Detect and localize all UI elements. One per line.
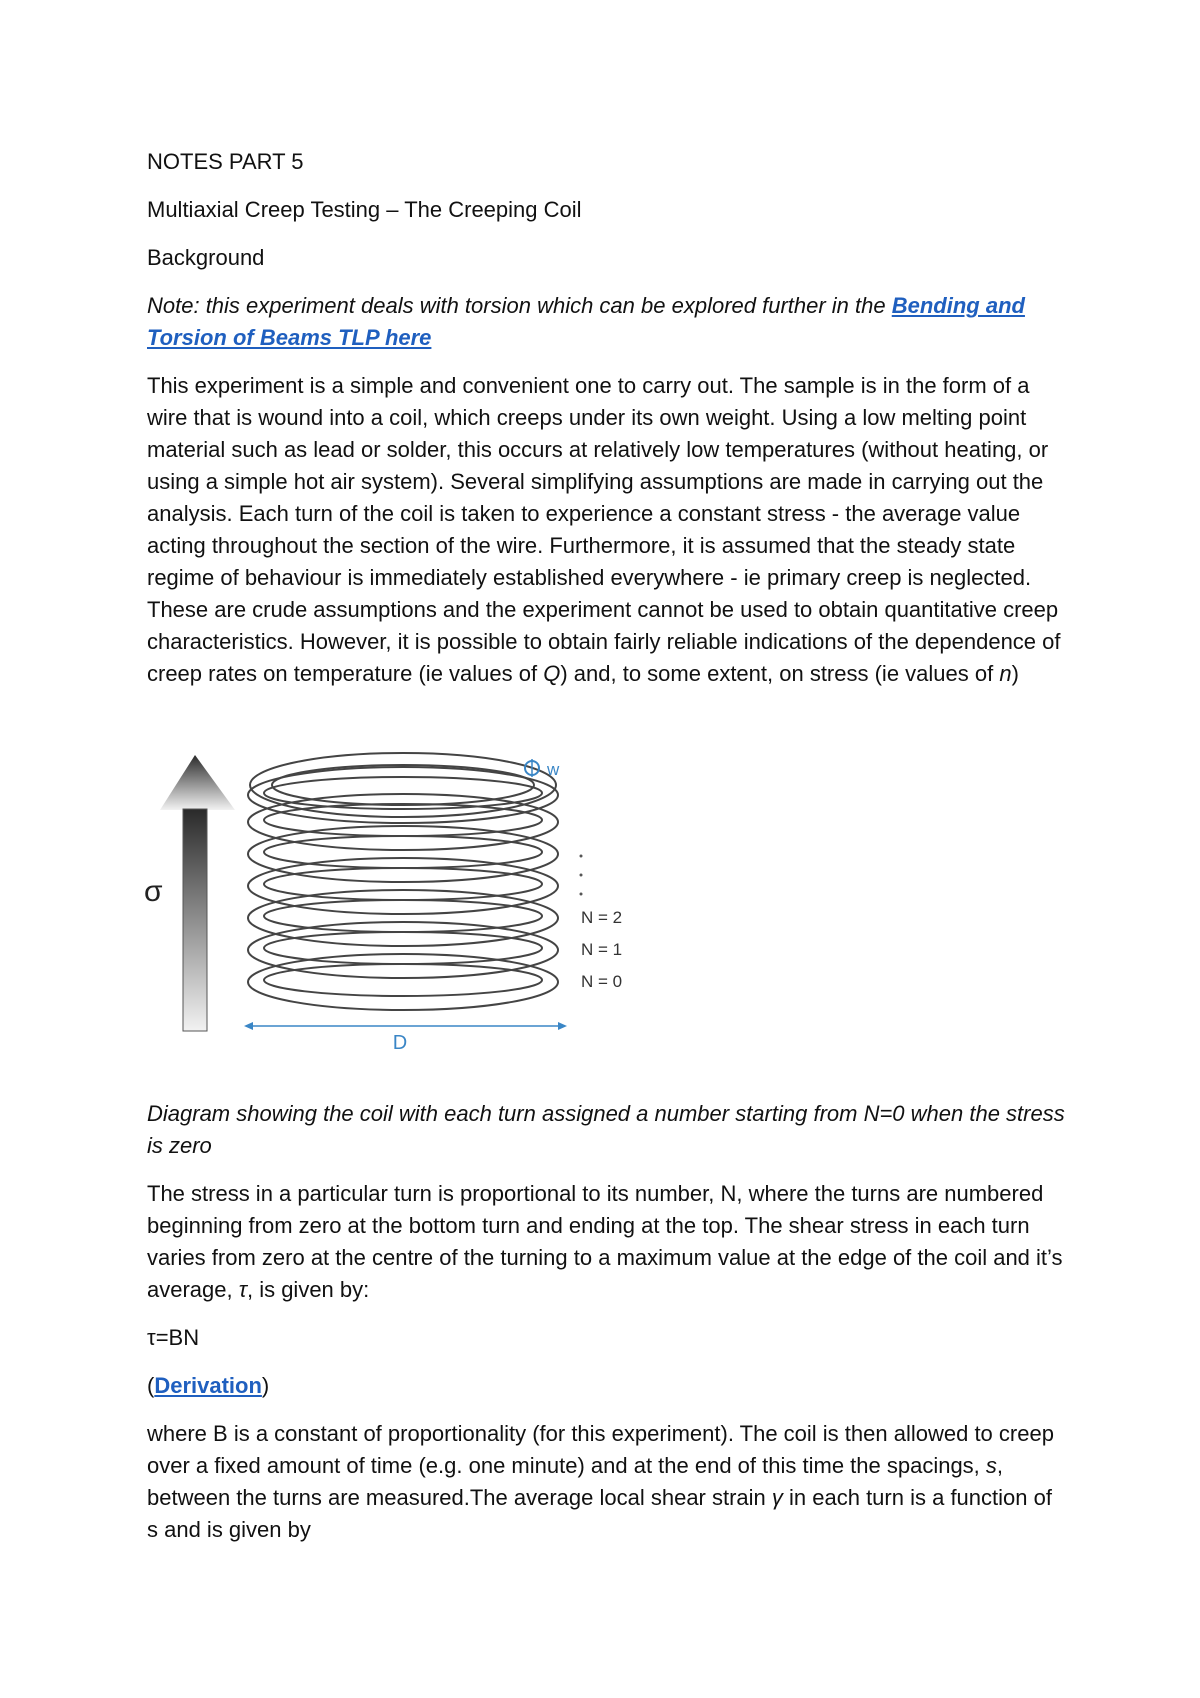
n-symbol: n: [999, 661, 1012, 686]
w-label: w: [547, 760, 560, 779]
coil-top-turn-inner: [272, 765, 534, 805]
coil-turns: [248, 753, 558, 1010]
stress-arrow: [160, 755, 235, 1031]
coil-top-turn: [250, 753, 556, 817]
creeping-coil-diagram: [140, 735, 660, 1060]
bending-torsion-link[interactable]: Bending and Torsion of Beams TLP here: [147, 293, 1025, 350]
strain-text-end: in each turn is a function of s and is given by: [147, 1485, 1052, 1542]
derivation-line: [147, 1370, 1067, 1402]
diameter-dimension: [244, 1022, 567, 1030]
section-heading: Background: [147, 245, 265, 270]
n-label-2: N = 2: [581, 908, 623, 927]
coil-turn: [248, 922, 558, 978]
tau-symbol: τ: [238, 1277, 247, 1302]
coil-turn-inner: [264, 900, 542, 932]
coil-turn: [248, 890, 558, 946]
document-title: Multiaxial Creep Testing – The Creeping Coil: [147, 197, 582, 222]
coil-turn-inner: [264, 868, 542, 900]
sigma-label: σ: [144, 875, 163, 908]
coil-turn: [248, 954, 558, 1010]
q-symbol: Q: [543, 661, 561, 686]
diameter-arrow-left: [244, 1022, 253, 1030]
ellipsis-dot: [580, 874, 583, 877]
derivation-close-paren: ): [261, 1373, 270, 1398]
stress-text-end: , is given by:: [246, 1277, 370, 1302]
ellipsis-dot: [580, 855, 583, 858]
coil-turn-inner: [264, 932, 542, 964]
coil-turn: [248, 826, 558, 882]
gamma-symbol: γ: [771, 1485, 783, 1510]
strain-text: where B is a constant of proportionality (for this experiment). The coil is then allowed to creep over a fixed amount of time (e.g. one minute) and at the end of this time the spacings,: [147, 1421, 1054, 1478]
figure-caption: Diagram showing the coil with each turn assigned a number starting from N=0 when the stress is zero: [147, 1101, 1065, 1158]
background-text: This experiment is a simple and convenient one to carry out. The sample is in the form of a wire that is wound into a coil, which creeps under its own weight. Using a low melting point material such as lead or solder, this occurs at relatively low temperatures (without heating, or using a simple hot air system). Several simplifying assumptions are made in carrying out the analysis. Each turn of the coil is taken to experience a constant stress - the average value acting throughout the section of the wire. Furthermore, it is assumed that the steady state regime of behaviour is immediately established everywhere - ie primary creep is neglected. These are crude assumptions and the experiment cannot be used to obtain quantitative creep characteristics. However, it is possible to obtain fairly reliable indications of the dependence of creep rates on temperature (ie values of: [147, 373, 1061, 686]
wire-diameter-marker: [525, 759, 539, 777]
s-symbol: s: [985, 1453, 997, 1478]
notes-heading: NOTES PART 5: [147, 149, 304, 174]
strain-paragraph: [147, 1418, 1067, 1546]
d-label: D: [392, 1032, 408, 1054]
diameter-arrow-right: [558, 1022, 567, 1030]
background-text-mid: ) and, to some extent, on stress (ie values of: [560, 661, 1000, 686]
coil-turn-inner: [264, 836, 542, 868]
derivation-open-paren: (: [147, 1373, 155, 1398]
background-text-end: ): [1011, 661, 1019, 686]
n-label-0: N = 0: [581, 972, 623, 991]
note-paragraph: [147, 290, 1067, 354]
coil-turn-inner: [264, 964, 542, 996]
stress-paragraph: [147, 1178, 1067, 1306]
n-label-1: N = 1: [581, 940, 623, 959]
note-text: Note: this experiment deals with torsion which can be explored further in the: [147, 293, 892, 318]
stress-text: The stress in a particular turn is proportional to its number, N, where the turns are numbered beginning from zero at the bottom turn and ending at the top. The shear stress in each turn varies from zero at the centre of the turning to a maximum value at the edge of the coil and it’s average,: [147, 1181, 1063, 1302]
arrow-shaft: [183, 809, 207, 1031]
arrow-head: [160, 755, 235, 810]
ellipsis-dot: [580, 893, 583, 896]
derivation-link[interactable]: Derivation: [154, 1373, 262, 1398]
stress-equation: τ=BN: [147, 1325, 200, 1350]
background-paragraph: [147, 370, 1067, 690]
strain-text-mid: , between the turns are measured.The average local shear strain: [147, 1453, 1004, 1510]
coil-turn: [248, 858, 558, 914]
